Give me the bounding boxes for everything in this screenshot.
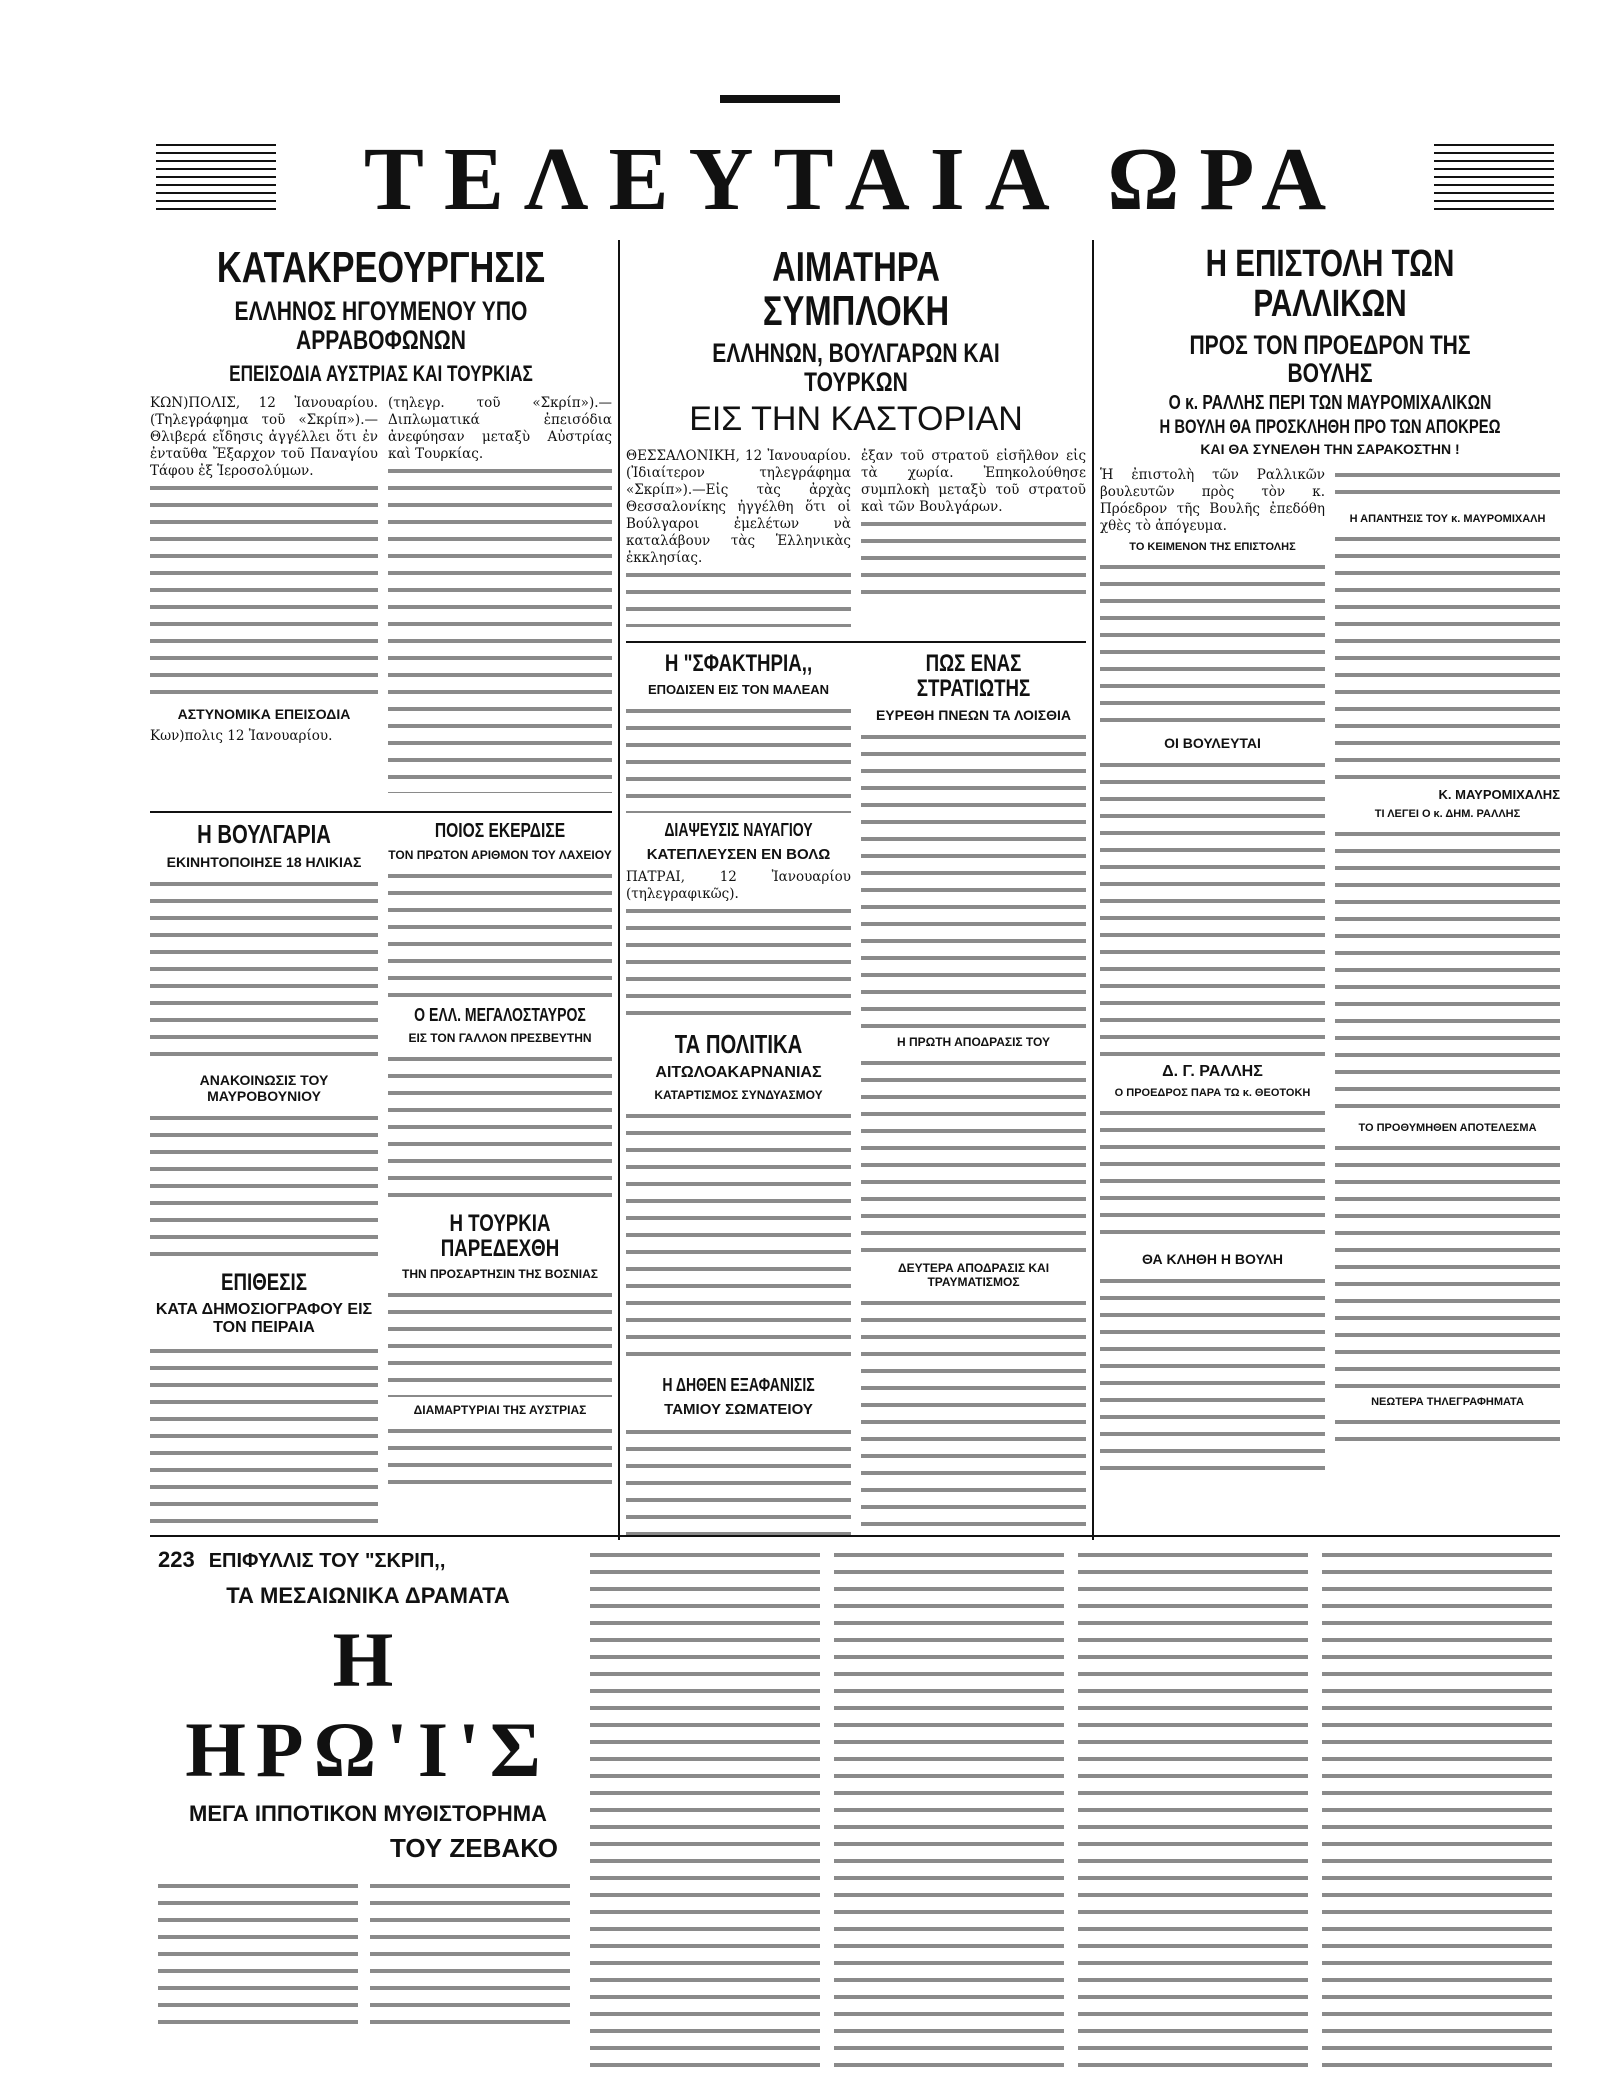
- article-text: [861, 516, 1086, 596]
- subhead: ΕΥΡΕΘΗ ΠΝΕΩΝ ΤΑ ΛΟΙΣΘΙΑ: [875, 706, 1072, 723]
- subhead: ΕΠΟΔΙΣΕΝ ΕΙΣ ΤΟΝ ΜΑΛΕΑΝ: [647, 681, 830, 697]
- serial-author: ΤΟΥ ΖΕΒΑΚΟ: [389, 1833, 558, 1863]
- serial-label: ΕΠΙΦΥΛΛΙΣ ΤΟΥ "ΣΚΡΙΠ,,: [208, 1550, 446, 1572]
- headline: Η ΤΟΥΡΚΙΑ ΠΑΡΕΔΕΧΘΗ: [440, 1209, 560, 1263]
- article-text: [388, 868, 612, 998]
- subhead: ΚΑΤΕΠΛΕΥΣΕΝ ΕΝ ΒΟΛΩ: [646, 845, 831, 863]
- headline: ΠΩΣ ΕΝΑΣ ΣΤΡΑΤΙΩΤΗΣ: [916, 649, 1031, 702]
- article-text: [626, 703, 851, 813]
- column-middle: [626, 245, 1086, 1535]
- article-text: [1335, 467, 1560, 507]
- article-text: [626, 567, 851, 627]
- subhead: ΤΟ ΠΡΟΘΥΜΗΘΕΝ ΑΠΟΤΕΛΕΣΜΑ: [1358, 1122, 1537, 1135]
- dateline: Κων)πολις 12 Ἰανουαρίου.: [150, 727, 333, 744]
- ornament-left: [156, 138, 276, 216]
- headline: ΠΟΙΟΣ ΕΚΕΡΔΙΣΕ: [434, 819, 566, 842]
- banner-title: ΤΕΛΕΥΤΑΙΑ ΩΡΑ: [363, 130, 1347, 229]
- article-text: [388, 1287, 612, 1397]
- article-text: [388, 1051, 612, 1201]
- subhead: ΕΙΣ ΤΟΝ ΓΑΛΛΟΝ ΠΡΕΣΒΕΥΤΗΝ: [408, 1030, 592, 1045]
- subhead: ΑΣΤΥΝΟΜΙΚΑ ΕΠΕΙΣΟΔΙΑ: [177, 705, 351, 722]
- column-rule: [618, 240, 620, 1540]
- headline: ΤΑ ΠΟΛΙΤΙΚΑ: [674, 1028, 803, 1059]
- serial-series: ΤΑ ΜΕΣΑΙΩΝΙΚΑ ΔΡΑΜΑΤΑ: [226, 1583, 510, 1608]
- headline: Η ΔΗΘΕΝ ΕΞΑΦΑΝΙΣΙΣ: [662, 1374, 815, 1395]
- subhead: ΤΟΝ ΠΡΩΤΟΝ ΑΡΙΘΜΟΝ ΤΟΥ ΛΑΧΕΙΟΥ: [388, 847, 612, 862]
- subhead: ΘΑ ΚΛΗΘΗ Η ΒΟΥΛΗ: [1141, 1251, 1284, 1268]
- article-text: [861, 1055, 1086, 1255]
- headline: Η ΕΠΙΣΤΟΛΗ ΤΩΝ ΡΑΛΛΙΚΩΝ: [1205, 245, 1455, 325]
- subhead: ΔΙΑΜΑΡΤΥΡΙΑΙ ΤΗΣ ΑΥΣΤΡΙΑΣ: [413, 1403, 587, 1418]
- subhead: Η ΠΡΩΤΗ ΑΠΟΔΡΑΣΙΣ ΤΟΥ: [896, 1034, 1051, 1049]
- headline: ΕΠΙΘΕΣΙΣ: [221, 1269, 307, 1297]
- headline-sub: ΠΡΟΣ ΤΟΝ ΠΡΟΕΔΡΟΝ ΤΗΣ ΒΟΥΛΗΣ: [1189, 329, 1471, 389]
- headline: Η "ΣΦΑΚΤΗΡΙΑ,,: [664, 649, 813, 677]
- serial-title: Η ΗΡΩ'Ι'Σ: [185, 1616, 551, 1793]
- article-text: [1100, 559, 1325, 729]
- headline-sub: ΕΙΣ ΤΗΝ ΚΑΣΤΟΡΙΑΝ: [689, 399, 1023, 438]
- article-text: [626, 903, 851, 1023]
- subhead: ΤΗΝ ΠΡΟΣΑΡΤΗΣΙΝ ΤΗΣ ΒΟΣΝΙΑΣ: [401, 1267, 598, 1282]
- headline-sub: Η ΒΟΥΛΗ ΘΑ ΠΡΟΣΚΛΗΘΗ ΠΡΟ ΤΩΝ ΑΠΟΚΡΕΩ: [1159, 417, 1501, 439]
- subhead: Δ. Γ. ΡΑΛΛΗΣ: [1162, 1063, 1263, 1081]
- article-text: [1335, 1414, 1560, 1454]
- article-lead: (τηλεγρ. τοῦ «Σκρίπ»).—Διπλωματικά ἐπεισόδια ἀνεφύησαν μεταξὺ Αὐστρίας καὶ Τουρκίας.: [388, 394, 612, 462]
- subhead: ΟΙ ΒΟΥΛΕΥΤΑΙ: [1164, 735, 1261, 752]
- article-text: [388, 463, 612, 793]
- article-text: [1100, 757, 1325, 1057]
- headline-sub: ΚΑΙ ΘΑ ΣΥΝΕΛΘΗ ΤΗΝ ΣΑΡΑΚΟΣΤΗΝ !: [1200, 441, 1460, 458]
- article-text: [1100, 1273, 1325, 1473]
- dateline: ΠΑΤΡΑΙ, 12 Ἰανουαρίου (τηλεγραφικῶς).: [626, 868, 851, 902]
- serial-text: [1322, 1547, 1552, 2067]
- article-text: [150, 480, 378, 700]
- headline-sub: ΕΛΛΗΝΩΝ, ΒΟΥΛΓΑΡΩΝ ΚΑΙ ΤΟΥΡΚΩΝ: [712, 338, 1000, 397]
- signature: Κ. ΜΑΥΡΟΜΙΧΑΛΗΣ: [1438, 787, 1560, 803]
- ornament-right: [1434, 138, 1554, 216]
- column-left: [150, 245, 612, 1535]
- serial-subtitle: ΜΕΓΑ ΙΠΠΟΤΙΚΟΝ ΜΥΘΙΣΤΟΡΗΜΑ: [189, 1801, 547, 1826]
- subhead: ΝΕΩΤΕΡΑ ΤΗΛΕΓΡΑΦΗΜΑΤΑ: [1371, 1396, 1524, 1409]
- serial-number: 223: [158, 1547, 195, 1572]
- serial-text: [1078, 1547, 1308, 2067]
- column-rule: [1092, 240, 1094, 1540]
- column-right: [1100, 245, 1560, 1535]
- headline-sub: Ο κ. ΡΑΛΛΗΣ ΠΕΡΙ ΤΩΝ ΜΑΥΡΟΜΙΧΑΛΙΚΩΝ: [1168, 392, 1492, 415]
- article-text: [150, 1343, 378, 1523]
- article-text: [150, 1110, 378, 1260]
- headline-sub: ΕΛΛΗΝΟΣ ΗΓΟΥΜΕΝΟΥ ΥΠΟ ΑΡΡΑΒΟΦΩΝΩΝ: [234, 296, 528, 355]
- headline: ΚΑΤΑΚΡΕΟΥΡΓΗΣΙΣ: [216, 245, 546, 292]
- serial-text: [158, 1878, 358, 2028]
- subhead: ΚΑΤΑ ΔΗΜΟΣΙΟΓΡΑΦΟΥ ΕΙΣ ΤΟΝ ΠΕΙΡΑΙΑ: [155, 1301, 373, 1337]
- article-lead: ἐξαν τοῦ στρατοῦ εἰσῆλθον εἰς τὰ χωρία. Ἐπηκολούθησε συμπλοκὴ μεταξὺ τοῦ στρατοῦ καὶ τῶν Βουλγάρων.: [861, 447, 1086, 515]
- article-text: [626, 1424, 851, 1535]
- masthead-mark: [720, 95, 840, 103]
- subhead: ΑΙΤΩΛΟΑΚΑΡΝΑΝΙΑΣ: [655, 1063, 822, 1081]
- newspaper-page: [150, 95, 1560, 2070]
- headline: Ο ΕΛΛ. ΜΕΓΑΛΟΣΤΑΥΡΟΣ: [414, 1004, 586, 1025]
- article-text: [1335, 826, 1560, 1116]
- serial-text: [370, 1878, 570, 2028]
- article-lead: ΚΩΝ)ΠΟΛΙΣ, 12 Ἰανουαρίου. (Τηλεγράφημα τοῦ «Σκρίπ»).—Θλιβερά εἴδησις ἀγγέλλει ὅτι ἐν ἐνταῦθα Ἔξαρχον τοῦ Παναγίου Τάφου ἐξ Ἱεροσολύμων.: [150, 394, 378, 479]
- article-text: [1335, 1140, 1560, 1390]
- subhead: ΔΕΥΤΕΡΑ ΑΠΟΔΡΑΣΙΣ ΚΑΙ ΤΡΑΥΜΑΤΙΣΜΟΣ: [897, 1260, 1050, 1289]
- article-text: [861, 729, 1086, 1029]
- subhead: Η ΑΠΑΝΤΗΣΙΣ ΤΟΥ κ. ΜΑΥΡΟΜΙΧΑΛΗ: [1349, 513, 1546, 526]
- subhead: ΤΑΜΙΟΥ ΣΩΜΑΤΕΙΟΥ: [664, 1400, 813, 1418]
- subhead: ΕΚΙΝΗΤΟΠΟΙΗΣΕ 18 ΗΛΙΚΙΑΣ: [166, 854, 362, 871]
- headline: ΑΙΜΑΤΗΡΑ ΣΥΜΠΛΟΚΗ: [762, 245, 950, 335]
- article-text: [1335, 531, 1560, 781]
- article-text: [388, 1423, 612, 1493]
- fold-rule: [150, 1535, 1560, 1537]
- headline: Η ΒΟΥΛΓΑΡΙΑ: [197, 818, 331, 849]
- article-text: [1100, 1105, 1325, 1245]
- section-banner: [150, 130, 1560, 230]
- serial-header: [158, 1547, 578, 2067]
- subhead: ΚΑΤΑΡΤΙΣΜΟΣ ΣΥΝΔΥΑΣΜΟΥ: [654, 1087, 823, 1102]
- headline-sub: ΕΠΕΙΣΟΔΙΑ ΑΥΣΤΡΙΑΣ ΚΑΙ ΤΟΥΡΚΙΑΣ: [229, 360, 533, 386]
- subhead: ΑΝΑΚΟΙΝΩΣΙΣ ΤΟΥ ΜΑΥΡΟΒΟΥΝΙΟΥ: [199, 1072, 329, 1105]
- serial-text: [834, 1547, 1064, 2067]
- subhead: ΤΙ ΛΕΓΕΙ Ο κ. ΔΗΜ. ΡΑΛΛΗΣ: [1374, 808, 1521, 821]
- serial-text: [590, 1547, 820, 2067]
- article-lead: ΘΕΣΣΑΛΟΝΙΚΗ, 12 Ἰανουαρίου. (Ἰδιαίτερον τηλεγράφημα «Σκρίπ»).—Εἰς τὰς ἀρχὰς Θεσσαλονίκης ἠγγέλθη ὅτι οἱ Βούλγαροι ἐμελέτων νὰ καταλάβουν τὰς Ἑλληνικὰς ἐκκλησίας.: [626, 447, 851, 566]
- article-lead: Ἡ ἐπιστολὴ τῶν Ραλλικῶν βουλευτῶν πρὸς τὸν κ. Πρόεδρον τῆς Βουλῆς ἐπεδόθη χθὲς τὸ ἀπόγευμα.: [1100, 467, 1325, 535]
- article-text: [626, 1108, 851, 1368]
- article-text: [861, 1295, 1086, 1535]
- subhead: Ο ΠΡΟΕΔΡΟΣ ΠΑΡΑ ΤΩ κ. ΘΕΟΤΟΚΗ: [1114, 1087, 1311, 1100]
- article-text: [150, 876, 378, 1066]
- subhead: ΤΟ ΚΕΙΜΕΝΟΝ ΤΗΣ ΕΠΙΣΤΟΛΗΣ: [1129, 541, 1296, 554]
- headline: ΔΙΑΨΕΥΣΙΣ ΝΑΥΑΓΙΟΥ: [664, 819, 813, 840]
- serial-columns: [590, 1547, 1560, 2067]
